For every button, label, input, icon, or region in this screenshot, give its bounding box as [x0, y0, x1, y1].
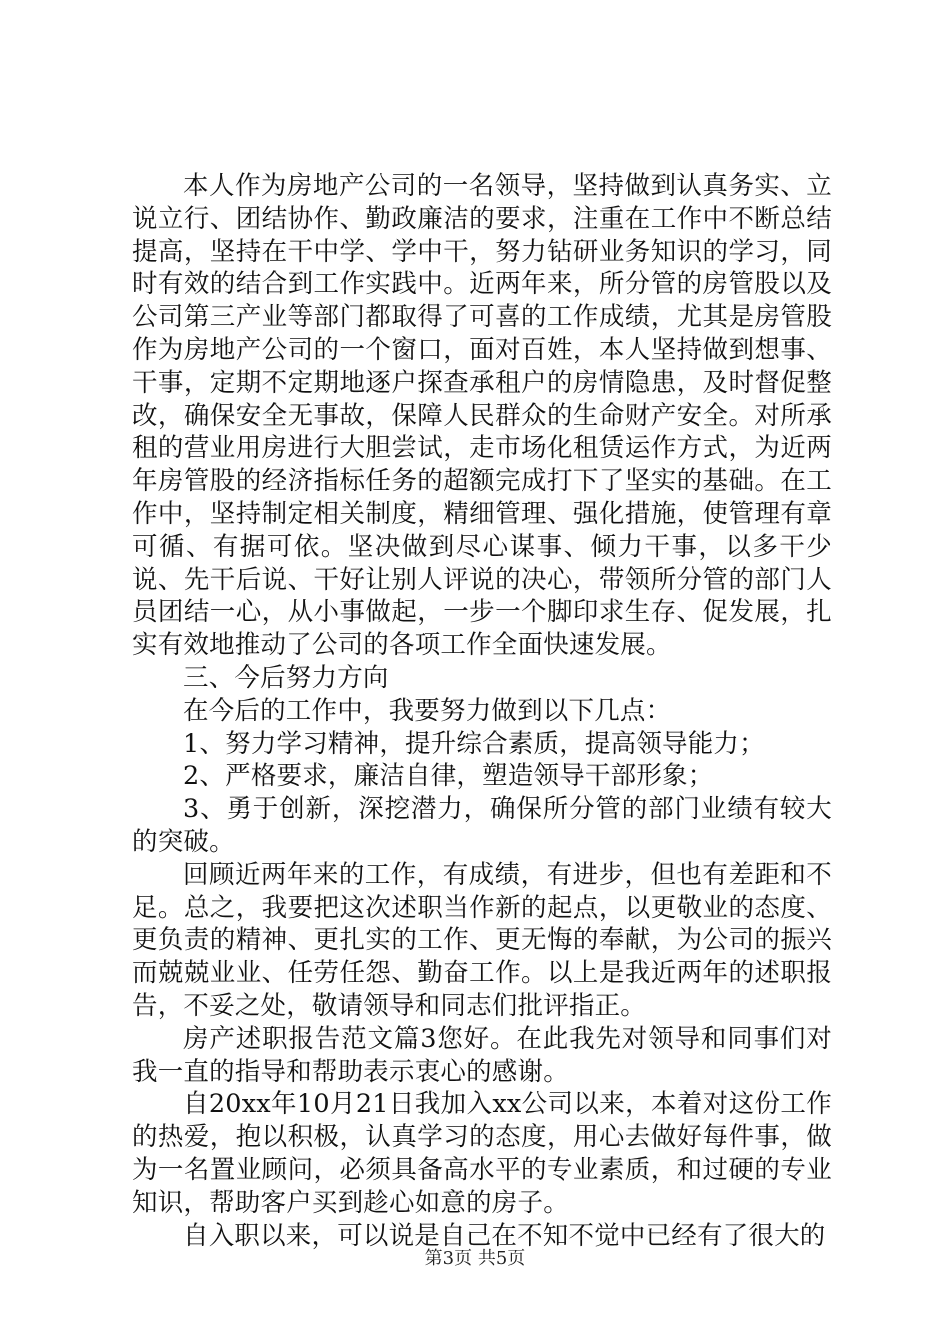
- list-item: 1、努力学习精神，提升综合素质，提高领导能力；: [183, 728, 765, 759]
- paragraph: 自20xx年10月21日我加入xx公司以来，本着对这份工作的热爱，抱以积极，认真学习的态度，用心去做好每件事，做为一名置业顾问，必须具备高水平的专业素质，和过硬的专业知识，帮助客户买到趁心如意的房子。: [132, 1089, 832, 1218]
- list-item: 3、勇于创新，深挖潜力，确保所分管的部门业绩有较大的突破。: [132, 794, 832, 857]
- paragraph: 本人作为房地产公司的一名领导，坚持做到认真务实、立说立行、团结协作、勤政廉洁的要求，注重在工作中不断总结提高，坚持在干中学、学中干，努力钻研业务知识的学习，同时有效的结合到工作实践中。近两年来，所分管的房管股以及公司第三产业等部门都取得了可喜的工作成绩，尤其是房管股作为房地产公司的一个窗口，面对百姓，本人坚持做到想事、干事，定期不定期地逐户探查承租户的房情隐患，及时督促整改，确保安全无事故，保障人民群众的生命财产安全。对所承租的营业用房进行大胆尝试，走市场化租赁运作方式，为近两年房管股的经济指标任务的超额完成打下了坚实的基础。在工作中，坚持制定相关制度，精细管理、强化措施，使管理有章可循、有据可依。坚决做到尽心谋事、倾力干事，以多干少说、先干后说、干好让别人评说的决心，带领所分管的部门人员团结一心，从小事做起，一步一个脚印求生存、促发展，扎实有效地推动了公司的各项工作全面快速发展。: [132, 171, 832, 661]
- document-body: [132, 170, 832, 1252]
- page-footer: 第3页 共5页: [424, 1248, 526, 1269]
- paragraph: 自入职以来，可以说是自己在不知不觉中已经有了很大的: [183, 1220, 826, 1251]
- paragraph: 回顾近两年来的工作，有成绩，有进步，但也有差距和不足。总之，我要把这次述职当作新的起点，以更敬业的态度、更负责的精神、更扎实的工作、更无悔的奉献，为公司的振兴而兢兢业业、任劳任怨、勤奋工作。以上是我近两年的述职报告，不妥之处，敬请领导和同志们批评指正。: [132, 859, 832, 1021]
- paragraph: 在今后的工作中，我要努力做到以下几点：: [183, 695, 672, 726]
- section-heading: 三、今后努力方向: [183, 662, 389, 693]
- paragraph: 房产述职报告范文篇3您好。在此我先对领导和同事们对我一直的指导和帮助表示衷心的感谢。: [132, 1023, 832, 1087]
- list-item: 2、严格要求，廉洁自律，塑造领导干部形象；: [183, 761, 714, 792]
